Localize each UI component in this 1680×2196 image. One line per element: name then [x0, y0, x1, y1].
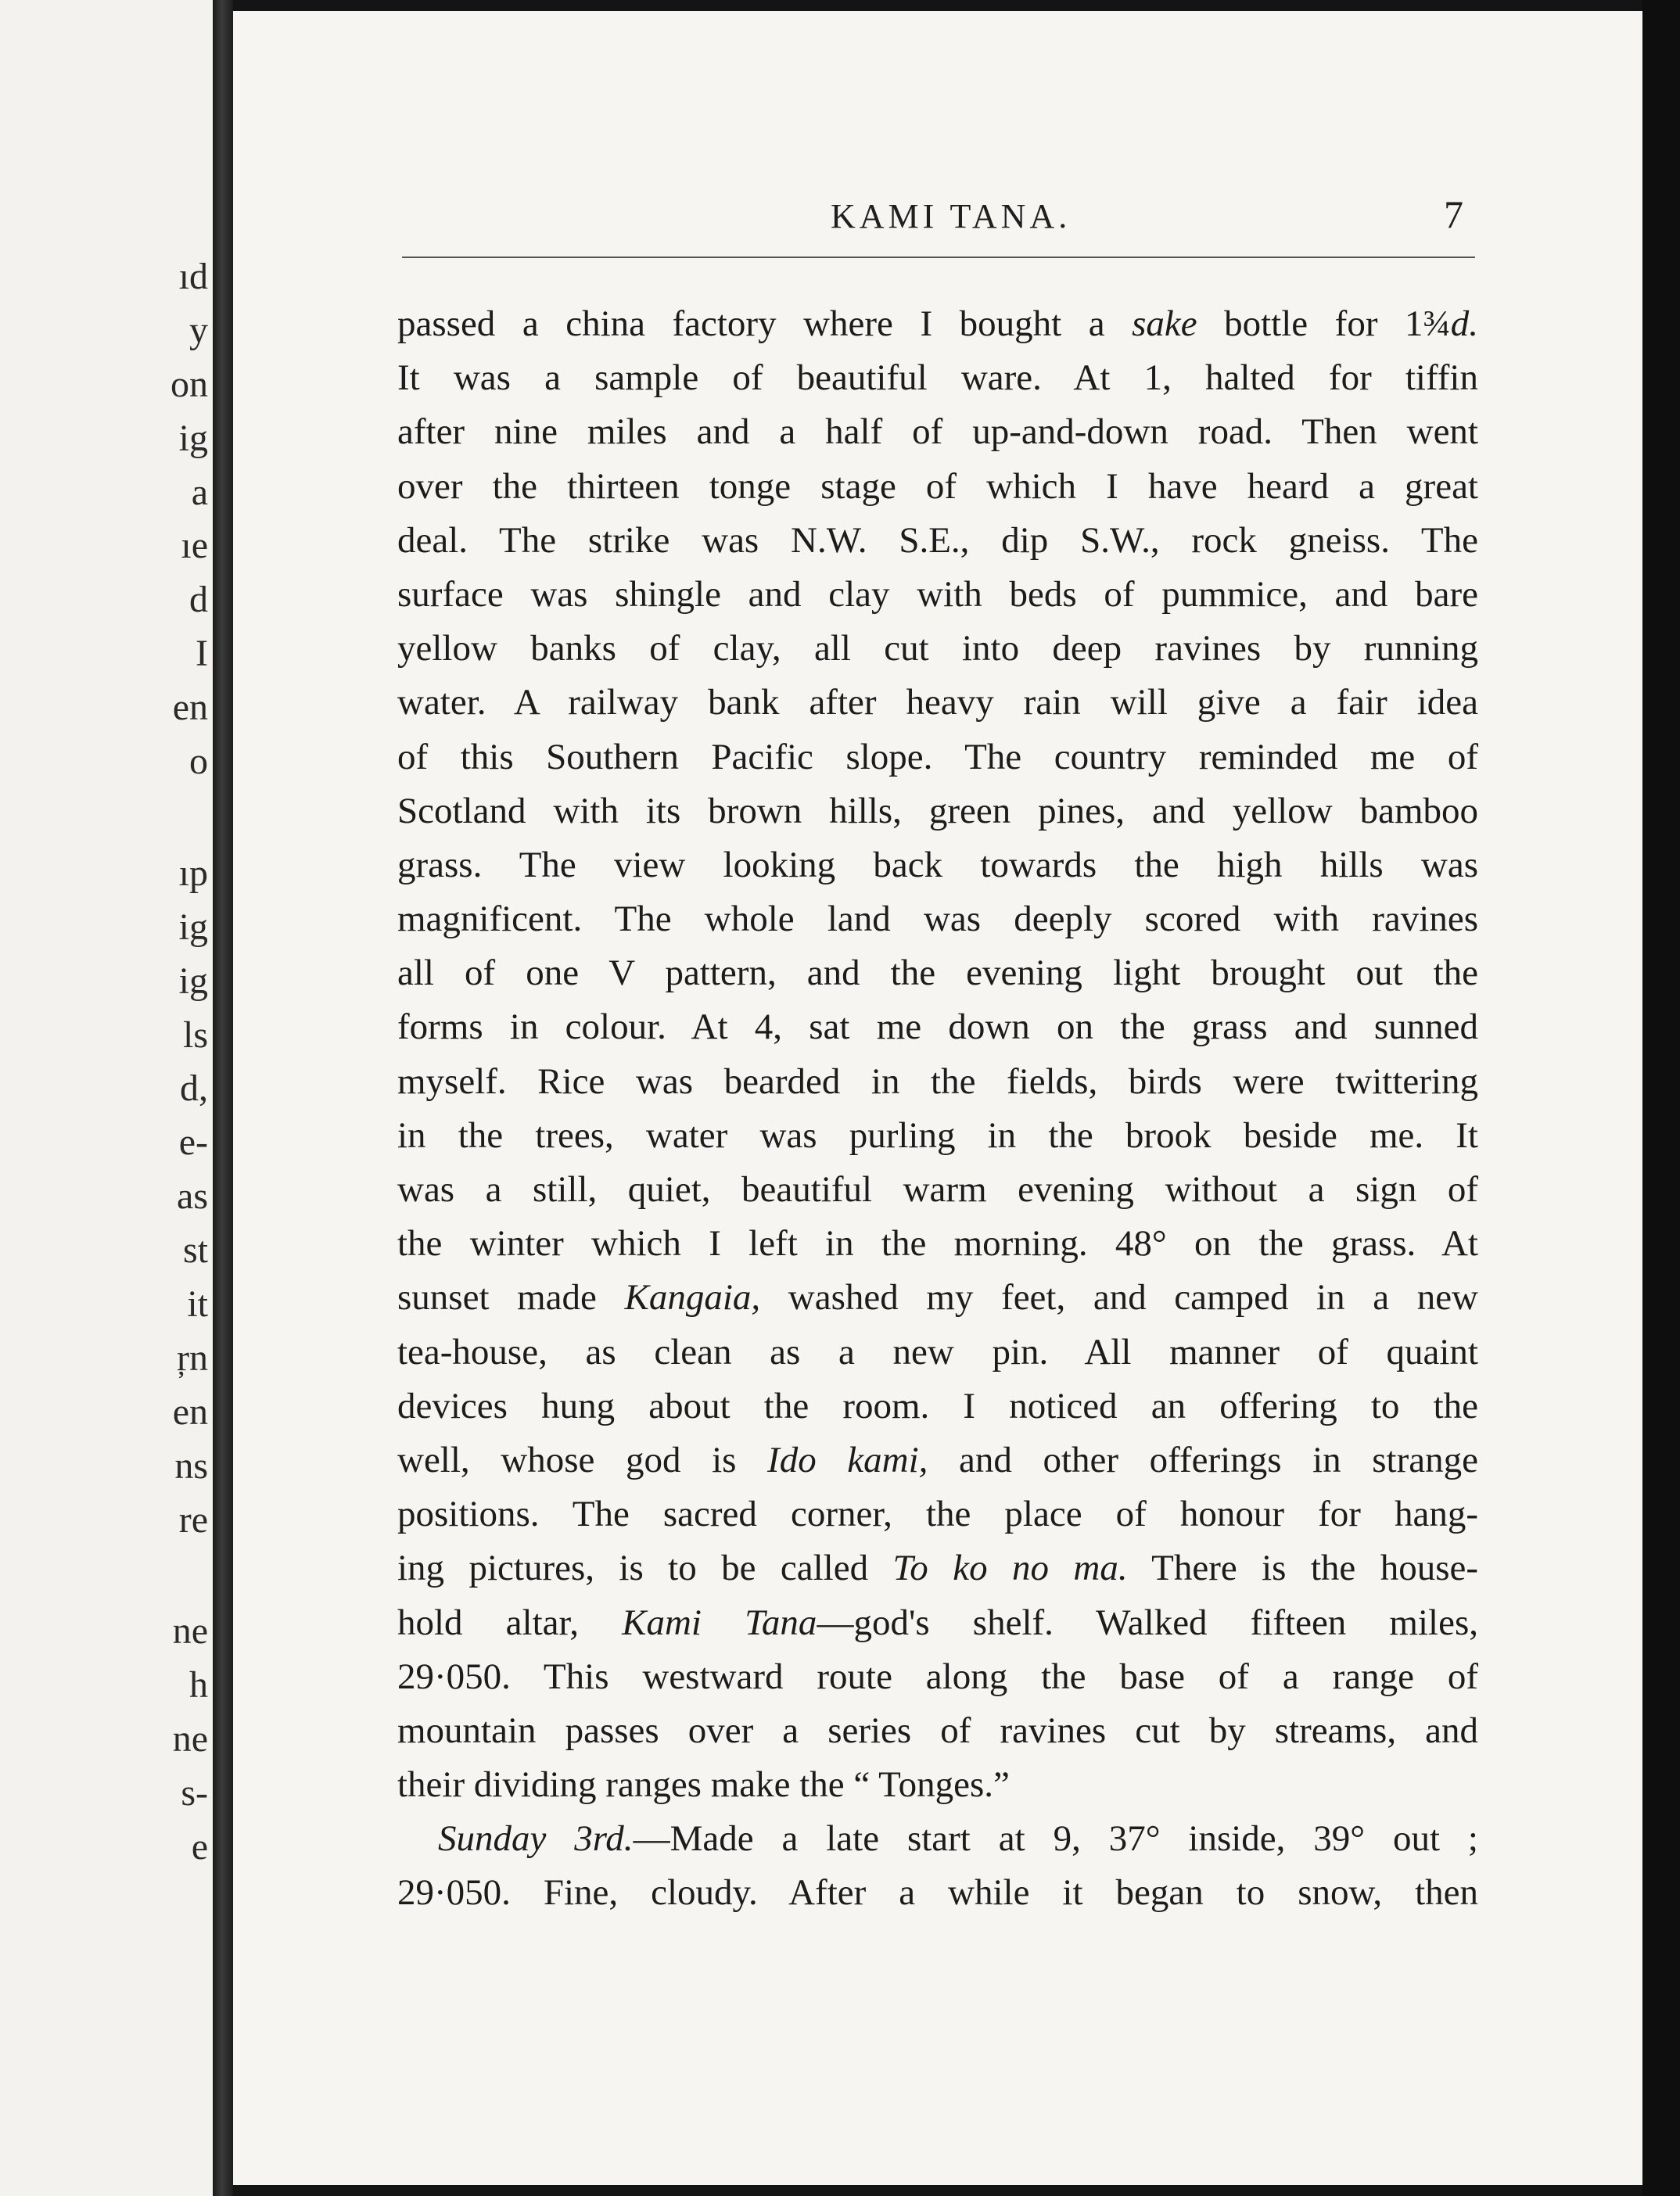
- text-line: [397, 1812, 1478, 1866]
- left-page-fragment: on: [171, 363, 208, 405]
- text-line: [397, 405, 1478, 459]
- text-line: [397, 1055, 1478, 1109]
- text-run: —Made a late start at 9, 37° inside, 39° out ;: [633, 1818, 1478, 1860]
- running-head: [233, 192, 1642, 243]
- text-line: [397, 568, 1478, 622]
- left-page-fragment: en: [172, 1390, 208, 1433]
- left-page-fragment: a: [191, 471, 208, 513]
- text-run: 29·050. Fine, cloudy. After a while it began to snow, then: [397, 1872, 1478, 1914]
- text-run: myself. Rice was bearded in the fields, birds were twittering: [397, 1060, 1478, 1102]
- left-page-fragment: o: [189, 741, 208, 783]
- text-run: forms in colour. At 4, sat me down on the grass and sunned: [397, 1006, 1478, 1048]
- header-rule: [402, 257, 1475, 258]
- text-run: washed my feet, and camped in a new: [760, 1277, 1479, 1319]
- text-run: autiful ware. At 1, halted for tiffin: [831, 357, 1478, 399]
- text-run: the winter which I left in the morning. 48° on the grass. At: [397, 1223, 1478, 1265]
- left-page: [0, 0, 213, 2196]
- left-page-fragment: ns: [174, 1444, 208, 1487]
- italic-text: Kami Tana: [622, 1602, 817, 1643]
- text-run: —god's shelf. Walked fifteen miles,: [817, 1602, 1478, 1643]
- left-page-fragment: e-: [178, 1121, 208, 1164]
- text-run: positions. The sacred corner, the place of honour for hang-: [397, 1494, 1478, 1535]
- text-run: mountain passes over a series of ravines cut by streams, and: [397, 1710, 1478, 1751]
- running-head-title: KAMI TANA.: [831, 197, 1072, 235]
- text-run: sunset made: [397, 1277, 625, 1319]
- text-run: well, whose god is: [397, 1439, 768, 1480]
- text-line: [397, 730, 1478, 784]
- text-line: [397, 351, 1478, 405]
- left-page-fragment: I: [196, 633, 208, 675]
- text-run: their dividing ranges make the “ Tonges.”: [397, 1764, 1010, 1806]
- left-page-fragment: ig: [178, 960, 208, 1002]
- text-run: 29·050. This westward route along the base of a range of: [397, 1656, 1478, 1697]
- left-page-fragment: en: [172, 687, 208, 729]
- text-run: tea-house, as clean as a new pin. All manner of quaint: [397, 1331, 1478, 1372]
- text-line: [397, 1217, 1478, 1271]
- italic-text: Sunday 3rd.: [438, 1818, 634, 1860]
- left-page-fragment: ig: [178, 906, 208, 948]
- left-page-fragment: [0, 789, 213, 847]
- text-run: hold altar,: [397, 1602, 623, 1643]
- text-line: [397, 1758, 1478, 1812]
- scan-edge-shadow: [1642, 0, 1680, 2196]
- text-line: [397, 514, 1478, 568]
- left-page-fragment: st: [182, 1229, 208, 1272]
- left-page-fragment: h: [189, 1664, 208, 1706]
- text-line: [397, 1650, 1478, 1704]
- left-page-fragment: s-: [181, 1772, 208, 1814]
- text-run: in the trees, water was purling in the brook beside me. It: [397, 1114, 1478, 1156]
- text-run: yellow banks of clay, all cut into deep ravines by running: [397, 628, 1478, 669]
- text-run: grass. The view looking back towards the high hills was: [397, 844, 1478, 885]
- left-page-fragment: as: [177, 1175, 208, 1218]
- text-run: surface was shingle and clay with beds of pummice, and bare: [397, 573, 1478, 615]
- text-line: [397, 1163, 1478, 1217]
- left-page-fragment: ls: [182, 1014, 208, 1056]
- text-run: magnificent. The whole land was deeply scored with ravines: [397, 899, 1478, 940]
- text-line: [397, 784, 1478, 838]
- text-line: [397, 1326, 1478, 1380]
- text-line: [397, 1704, 1478, 1758]
- left-page-fragment: ŗn: [177, 1337, 208, 1379]
- text-line: [397, 1380, 1478, 1434]
- right-page: [233, 11, 1642, 2185]
- text-run: all of one V pattern, and the evening light brought out the: [397, 953, 1478, 994]
- text-line: [397, 1541, 1478, 1595]
- text-line: [397, 1866, 1478, 1920]
- text-line: [397, 1271, 1478, 1325]
- left-page-fragment: y: [189, 309, 208, 351]
- italic-text: sake: [1132, 303, 1197, 344]
- text-run: of this Southern Pacific slope. The country reminded me of: [397, 736, 1478, 777]
- text-run: water. A railway bank after heavy rain will give a fair idea: [397, 682, 1478, 723]
- italic-text: Ido kami,: [767, 1439, 928, 1480]
- text-line: [397, 460, 1478, 514]
- text-line: [397, 838, 1478, 892]
- left-page-fragment: it: [187, 1283, 208, 1326]
- left-page-fragment: ne: [172, 1610, 208, 1652]
- book-gutter: [213, 0, 233, 2196]
- left-page-fragment: d: [189, 579, 208, 621]
- italic-text: Kangaia,: [624, 1277, 761, 1319]
- left-page-fragment: ıd: [178, 256, 208, 297]
- text-run: It was a sample of be: [397, 357, 831, 399]
- text-run: devices hung about the room. I noticed an offering to the: [397, 1385, 1478, 1426]
- text-line: [397, 1434, 1478, 1487]
- text-run: Scotland with its brown hills, green pines, and yellow bamboo: [397, 790, 1478, 831]
- left-page-fragment: d,: [180, 1068, 208, 1110]
- text-run: bottle for 1¾: [1197, 303, 1451, 344]
- left-page-fragment: ıp: [178, 852, 208, 894]
- left-page-fragment: ıe: [181, 525, 208, 567]
- italic-text: d.: [1450, 303, 1478, 344]
- text-run: passed a china factory where I bought a: [397, 303, 1133, 344]
- text-run: ing pictures, is to be called: [397, 1548, 893, 1589]
- text-run: deal. The strike was N.W. S.E., dip S.W., rock gneiss. The: [397, 519, 1478, 561]
- left-page-fragment: re: [178, 1498, 208, 1541]
- text-line: [397, 1000, 1478, 1054]
- text-line: [397, 1487, 1478, 1541]
- page-number: 7: [1444, 192, 1463, 236]
- text-run: over the thirteen tonge stage of which I have heard a great: [397, 465, 1478, 507]
- text-line: [397, 1109, 1478, 1163]
- left-page-fragment: ig: [178, 417, 208, 459]
- text-line: [397, 622, 1478, 676]
- text-line: [397, 1596, 1478, 1650]
- text-line: [397, 297, 1478, 351]
- left-page-fragment: e: [191, 1826, 208, 1868]
- left-page-fragment: ne: [172, 1718, 208, 1760]
- body-text: [397, 297, 1478, 1921]
- text-run: There is the house-: [1127, 1548, 1478, 1589]
- text-line: [397, 946, 1478, 1000]
- text-line: [397, 892, 1478, 946]
- left-page-fragments: [0, 250, 213, 1875]
- left-page-fragment: [0, 1547, 213, 1605]
- text-run: after nine miles and a half of up-and-down road. Then went: [397, 411, 1478, 453]
- text-line: [397, 676, 1478, 730]
- text-run: and other offerings in strange: [928, 1439, 1478, 1480]
- italic-text: To ko no ma.: [892, 1548, 1128, 1589]
- text-run: was a still, quiet, beautiful warm evening without a sign of: [397, 1169, 1478, 1210]
